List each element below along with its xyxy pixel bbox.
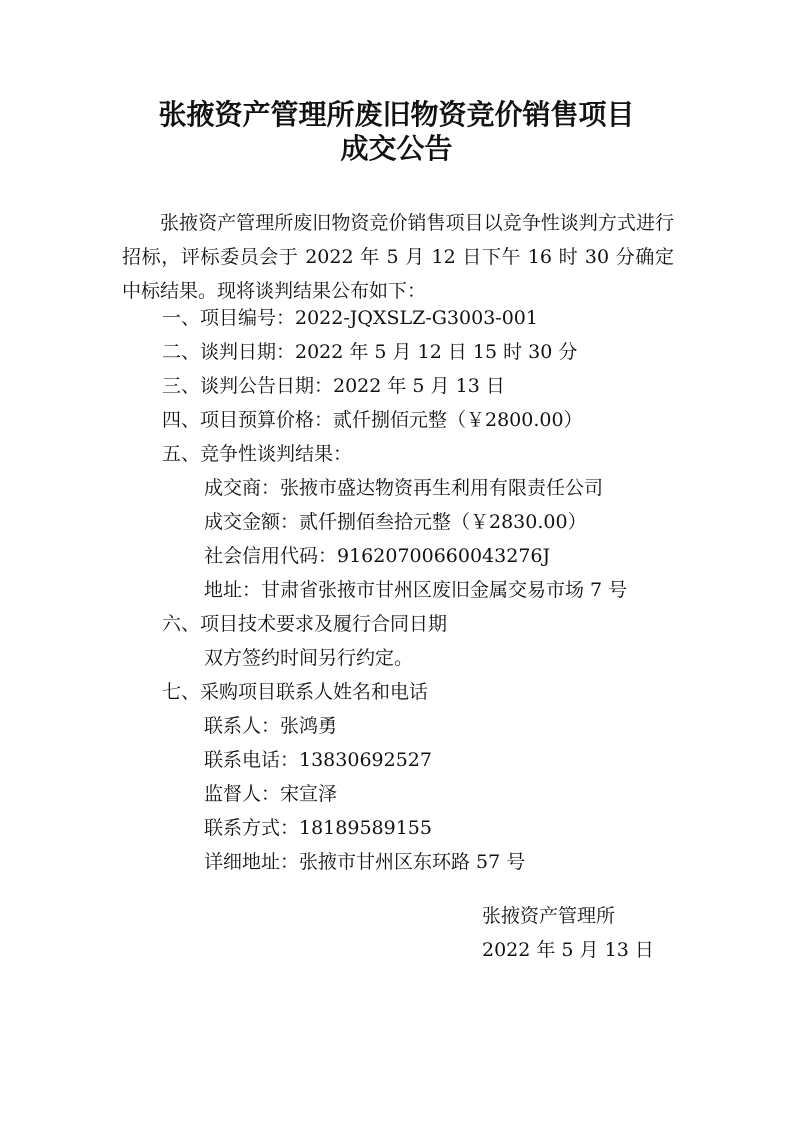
contact-phone: 联系电话：13830692527 <box>204 749 432 771</box>
signature-organization: 张掖资产管理所 <box>482 905 616 927</box>
item-contact-info: 七、采购项目联系人姓名和电话 <box>162 681 429 703</box>
notice-title-line-1: 张掖资产管理所废旧物资竞价销售项目 <box>158 98 635 131</box>
signature-date: 2022 年 5 月 13 日 <box>482 939 654 961</box>
item-negotiation-date: 二、谈判日期：2022 年 5 月 12 日 15 时 30 分 <box>162 341 578 363</box>
item-project-number: 一、项目编号：2022-JQXSLZ-G3003-001 <box>162 307 538 329</box>
result-deal-amount: 成交金额：贰仟捌佰叁拾元整（￥2830.00） <box>204 511 587 533</box>
contact-person: 联系人：张鸿勇 <box>204 715 338 737</box>
result-address: 地址：甘肃省张掖市甘州区废旧金属交易市场 7 号 <box>204 579 628 601</box>
item-budget-price: 四、项目预算价格：贰仟捌佰元整（￥2800.00） <box>162 409 583 431</box>
result-winning-supplier: 成交商：张掖市盛达物资再生利用有限责任公司 <box>204 477 604 499</box>
detailed-address: 详细地址：张掖市甘州区东环路 57 号 <box>204 851 526 873</box>
result-credit-code: 社会信用代码：91620700660043276J <box>204 545 551 567</box>
intro-paragraph: 张掖资产管理所废旧物资竞价销售项目以竞争性谈判方式进行招标，评标委员会于 2022 年 5 月 12 日下午 16 时 30 分确定中标结果。现将谈判结果公布如下： <box>122 212 674 302</box>
notice-title-line-2: 成交公告 <box>340 132 453 165</box>
item-technical-requirements: 六、项目技术要求及履行合同日期 <box>162 613 448 635</box>
item-negotiation-result: 五、竞争性谈判结果： <box>162 443 353 465</box>
supervisor: 监督人：宋宣泽 <box>204 783 338 805</box>
contract-date-note: 双方签约时间另行约定。 <box>204 647 414 669</box>
supervisor-phone: 联系方式：18189589155 <box>204 817 432 839</box>
item-announcement-date: 三、谈判公告日期：2022 年 5 月 13 日 <box>162 375 505 397</box>
